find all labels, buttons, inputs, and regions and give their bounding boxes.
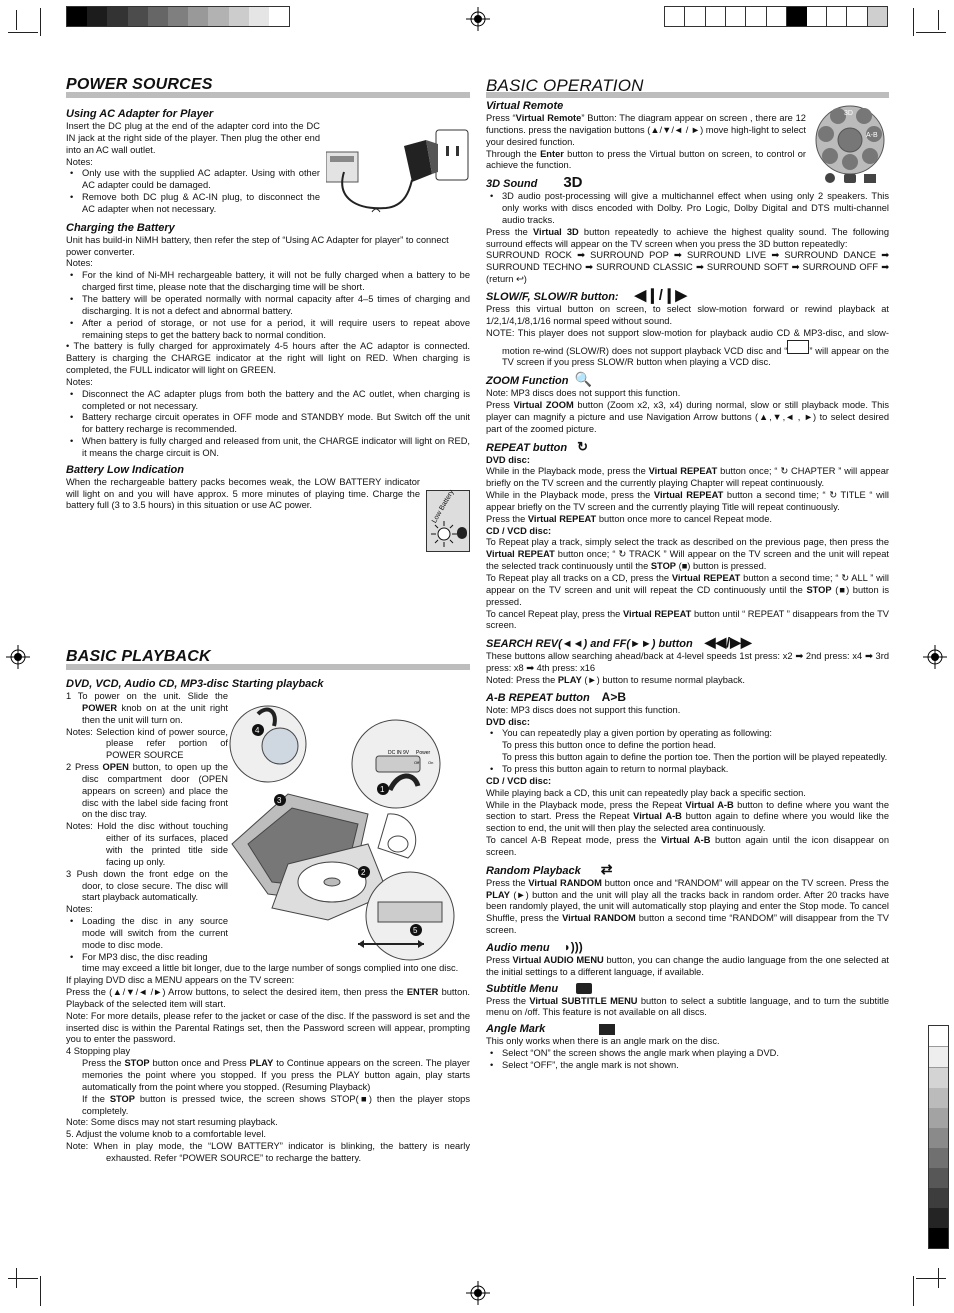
battery-low-text: When the rechargeable battery packs becomes weak, the LOW BATTERY indicator will light on and you will have approx. 5 more minutes of playing time. Charge the battery full (3 to 3.5 hours) in this situation or use AC power. — [66, 476, 420, 511]
password-note: Note: For more details, please refer to the jacket or case of the disc. If the password is set and the inserted disc is within the Parental Ratings set, then the Password screen will appear, prompting you to enter the password. — [66, 1010, 470, 1045]
repeat-cd-3: To cancel Repeat play, press the Virtual REPEAT button until “ REPEAT ” disappears from the TV screen. — [486, 608, 890, 631]
audio-menu-heading: Audio menu ◗))) — [486, 939, 583, 954]
subtitle-heading: Subtitle Menu — [486, 983, 889, 996]
step-3-note-cont: time may exceed a little bit longer, due to the large number of songs complied into one disc. — [82, 963, 459, 974]
subtitle-icon — [576, 983, 592, 994]
zoom-icon: 🔍 — [574, 371, 592, 388]
angle-text: This only works when there is an angle mark on the disc. — [486, 1036, 720, 1047]
list-item: • To press this button again to return to normal playback. — [502, 764, 889, 776]
step-4-text: 4 Stopping play — [66, 1046, 131, 1057]
battery-low-heading: Battery Low Indication — [66, 463, 184, 476]
repeat-dvd-3: Press the Virtual REPEAT button once more to cancel Repeat mode. — [486, 513, 772, 524]
notes-label: Notes: — [66, 376, 93, 387]
slow-note: NOTE: This player does not support slow-motion for playback audio CD & MP3-disc, and slow-motion re-wind (SLOW/R) does not support playback VCD disc and “ ” will appear on the TV screen if you press SLOW/R button when playing a VCD disc. — [486, 327, 889, 368]
charging-text: Unit has build-in NiMH battery, then refer the step of “Using AC Adapter for player” to connect power converter. — [66, 234, 449, 257]
low-battery-label: Low Battery — [431, 488, 456, 525]
virtual-remote-heading: Virtual Remote — [486, 100, 564, 112]
3d-sound-heading: 3D Sound 3D — [486, 174, 583, 192]
ab-cd-2: While in the Playback mode, press the Repeat Virtual A-B button to define where you want the section to start. Press the Repeat Virtual A-B button again to define where you would like the section to end, the unit will then play the selected area continuously. — [486, 799, 889, 834]
notes-label: Notes: — [66, 904, 93, 915]
dvd-disc-label: DVD disc: — [486, 716, 530, 727]
repeat-cd-2: To Repeat play all tracks on a CD, press the Virtual REPEAT button a second time; “ ↻ ALL ” will appear on the TV screen and unit will repeat the CD continuously until the STOP (■) button is pressed. — [486, 573, 890, 607]
ab-cd-3: To cancel A-B Repeat mode, press the Virtual A-B button again until the icon disappear on screen. — [486, 835, 889, 857]
ac-adapter-text: Insert the DC plug at the end of the adapter cord into the DC IN jack at the right side of the player. Then plug the other end into an AC wall outlet. — [66, 121, 320, 155]
step-5-text: 5. Adjust the volume knob to a comfortable level. — [66, 1129, 266, 1140]
repeat-icon: ↻ — [577, 438, 588, 454]
notes-label: Notes: — [66, 156, 93, 167]
gray-scale-strip-left — [66, 6, 290, 27]
list-item: • For MP3 disc, the disc reading — [82, 952, 228, 964]
list-item: • When battery is fully charged and released from unit, the CHARGE indicator will light on RED, it means the charge circuit is ON. — [82, 436, 470, 460]
step-number-1: 1 — [380, 785, 385, 794]
off-label: Off — [414, 760, 420, 765]
playback-illustration — [228, 694, 472, 972]
basic-playback-title: BASIC PLAYBACK — [66, 648, 211, 665]
step-number-3: 3 — [277, 796, 282, 805]
ac-adapter-illustration — [326, 128, 470, 220]
step-number-4: 4 — [255, 726, 260, 735]
power-label: Power — [416, 750, 431, 756]
charging-full-text: • The battery is fully charged for approximately 4-5 hours after the AC adaptor is connected. Battery is charging the CHARGE indicator at the right will light on RED. When charging is completed, the FULL indicator will light on GREEN. — [66, 341, 470, 376]
menu-instructions: Press the (▲/▼/◄ /►) Arrow buttons, to select the desired item, then press the ENTER button. Playback of the selected item will start. — [66, 987, 471, 1009]
3d-sound-text: Press the Virtual 3D button repeatedly to achieve the highest quality sound. The following surround effects will appear on the TV screen when you press the 3D button repeatedly: — [486, 226, 890, 249]
random-icon: ⇄ — [600, 860, 613, 877]
ab-repeat-heading: A-B REPEAT button A>B — [486, 689, 627, 704]
virtual-remote-text: Press “Virtual Remote” Button: The diagram appear on screen , there are 12 functions. press the navigation buttons (▲/▼/◄ / ►) move high-light to select your desired function. — [486, 113, 806, 147]
3d-sound-bullet — [486, 191, 889, 227]
ab-head-text: To press this button once to define the portion head. — [502, 740, 716, 751]
gray-scale-strip-vertical — [928, 1025, 949, 1249]
list-item: • You can repeatedly play a given portion by operating as following: — [502, 728, 889, 740]
ac-adapter-notes — [66, 168, 320, 215]
list-item: • After a period of storage, or not use for a period, it will require users to repeat above remaining steps to get the battery back to normal condition. — [82, 318, 470, 342]
zoom-note: Note: MP3 discs does not support this function. — [486, 388, 681, 399]
surround-sequence: SURROUND ROCK ➡ SURROUND POP ➡ SURROUND LIVE ➡ SURROUND DANCE ➡ SURROUND TECHNO ➡ SURROUND CLASSIC ➡ SURROUND SOFT ➡ SURROUND OFF ➡ (return ↩) — [486, 250, 889, 285]
remote-3d-label: 3D — [844, 110, 853, 117]
list-item: • The battery will be operated normally with normal capacity after 4–5 times of charging and discharging. It is not a defect and abnormal battery. — [82, 294, 470, 318]
ab-toe-text: To press this button again to define the portion toe. Then the portion will be played repeatedly. — [502, 752, 888, 763]
register-strip-right — [664, 6, 888, 27]
dvd-start-heading: DVD, VCD, Audio CD, MP3-disc Starting playback — [66, 678, 324, 690]
ac-adapter-heading: Using AC Adapter for Player — [66, 108, 214, 120]
repeat-dvd-2: While in the Playback mode, press the Virtual REPEAT button a second time; “ ↻ TITLE “ will appear briefly on the TV screen and the currently playing Title will repeat continuously. — [486, 490, 889, 512]
ab-icon: A>B — [601, 689, 627, 704]
virtual-remote-enter: Through the Enter button to press the Virtual button on screen, to control or achieve the function. — [486, 148, 806, 171]
dvd-disc-label: DVD disc: — [486, 454, 530, 465]
registration-mark-left — [6, 645, 30, 669]
angle-list — [486, 1048, 889, 1072]
step-2-note: Notes: Hold the disc without touching either of its surfaces, placed with the printed title side facing up only. — [66, 821, 228, 867]
registration-mark-top — [466, 7, 490, 31]
low-battery-illustration — [426, 490, 470, 552]
zoom-text: Press Virtual ZOOM button (Zoom x2, x3, x4) during normal, slow or still playback mode. This player can magnify a picture and use Navigation Arrow buttons (▲,▼,◄ , ►) to select desired part of the zoomed picture. — [486, 400, 889, 434]
ab-dvd-list — [486, 728, 889, 740]
step-4-detail: Press the STOP button once and Press PLAY to Continue appears on the screen. The player memories the point where you stopped. If you press the PLAY button again, play starts automatically from the point where you stopped. (Resuming Playback) — [82, 1058, 471, 1092]
zoom-heading: ZOOM Function 🔍 — [486, 371, 592, 388]
list-item: • For the kind of Ni-MH rechargeable battery, it will not be fully charged when a battery to be charged first time, please note that the discharging time will be short. — [82, 270, 470, 294]
power-sources-title: POWER SOURCES — [66, 76, 213, 93]
dc-in-label: DC IN 9V — [388, 750, 410, 756]
camera-icon — [599, 1024, 615, 1035]
ab-dvd-list-2 — [486, 764, 889, 776]
step-4-stop: If the STOP button is pressed twice, the screen shows STOP(■) then the player stops completely. — [82, 1093, 470, 1116]
prohibited-icon — [787, 340, 809, 354]
step-4-note: Note: Some discs may not start resuming playback. — [66, 1117, 278, 1128]
search-note: Noted: Press the PLAY (►) button to resume normal playback. — [486, 674, 745, 685]
charging-heading: Charging the Battery — [66, 221, 175, 234]
audio-icon: ◗))) — [563, 939, 583, 954]
on-label: On — [428, 760, 434, 765]
slow-text: Press this virtual button on screen, to select slow-motion forward or rewind playback at 1/2,1/4,1/8,1/16 normal speed without sound. — [486, 303, 889, 326]
angle-heading: Angle Mark — [486, 1023, 889, 1036]
repeat-cd-1: To Repeat play a track, simply select the track as described on the previous page, then press the Virtual REPEAT button once; “ ↻ TRACK ” Will appear on the TV screen and the unit will repeat the selected track continuously until the STOP (■) button is pressed. — [486, 537, 889, 572]
step-number-5: 5 — [413, 926, 418, 935]
search-text: These buttons allow searching ahead/back at 4-level speeds 1st press: x2 ➡ 2nd press: x4 ➡ 3rd press: x8 ➡ 4th press: x16 — [486, 651, 889, 674]
repeat-heading: REPEAT button ↻ — [486, 438, 588, 454]
charging-notes — [66, 270, 470, 341]
ab-note: Note: MP3 discs does not support this function. — [486, 704, 681, 715]
basic-operation-section — [486, 96, 889, 1072]
list-item: • Select “OFF”, the angle mark is not shown. — [502, 1060, 889, 1072]
charging-notes-2 — [66, 389, 470, 460]
remote-ab-label: A-B — [866, 132, 878, 139]
step-3-notes — [66, 916, 228, 963]
registration-mark-right — [923, 645, 947, 669]
menu-intro: If playing DVD disc a MENU appears on the TV screen: — [66, 975, 295, 986]
list-item: • Select “ON” the screen shows the angle mark when playing a DVD. — [502, 1048, 889, 1060]
ab-cd-1: While playing back a CD, this unit can repeatedly play back a specific section. — [486, 787, 806, 798]
list-item: • Disconnect the AC adapter plugs from both the battery and the AC outlet, when charging is completed or not necessary. — [82, 389, 470, 413]
registration-mark-bottom — [466, 1281, 490, 1305]
cd-vcd-label: CD / VCD disc: — [486, 775, 552, 786]
step-2-text: 2 Press OPEN button, to open up the disc compartment door (OPEN appears on screen) and place the disc with the label side facing front on the disc tray. — [66, 762, 228, 820]
step-3-text: 3 Push down the front edge on the door, to close secure. The disc will start playback automatically. — [66, 868, 228, 903]
list-item: • Only use with the supplied AC adapter. Using with other AC adapter could be damaged. — [82, 168, 320, 192]
search-icon: ◀◀/▶▶ — [704, 634, 752, 651]
repeat-dvd-1: While in the Playback mode, press the Virtual REPEAT button once; “ ↻ CHAPTER ” will appear briefly on the TV screen and the currently playing Chapter will repeat continuously. — [486, 466, 889, 489]
list-item: • Battery recharge circuit operates in OFF mode and STANDBY mode. But Switch off the unit for battery recharge is recommended. — [82, 412, 470, 436]
slow-icon: ◀❙/❙▶ — [634, 286, 687, 304]
sun-icon — [431, 521, 457, 547]
list-item: • 3D audio post-processing will give a multichannel effect when using only 2 speakers. This only works with discs encoded with Dolby. Pro Logic, Dolby Digital and DTS multi-channel audio tracks. — [502, 191, 889, 227]
audio-menu-text: Press Virtual AUDIO MENU button, you can change the audio language from the one selected at the initial settings to a different language, if available. — [486, 954, 889, 977]
step-number-2: 2 — [361, 868, 366, 877]
step-1-note: Notes: Selection kind of power source, please refer portion of POWER SOURCE — [66, 726, 228, 761]
random-text: Press the Virtual RANDOM button once and “RANDOM” will appear on the TV screen. Press the PLAY (►) button and the unit will play all the tracks back in random order. After 20 tracks have been randomly played, the unit will automatically stop playing and enter the Stop mode. To cancel Shuffle, press the Virtual RANDOM button a second time “RANDOM” will disappear from the TV screen. — [486, 877, 890, 936]
notes-label: Notes: — [66, 258, 93, 269]
search-heading: SEARCH REV(◄◄) and FF(►►) button ◀◀/▶▶ — [486, 634, 752, 651]
random-heading: Random Playback ⇄ — [486, 860, 613, 877]
3d-icon: 3D — [563, 174, 583, 192]
subtitle-text: Press the Virtual SUBTITLE MENU button to select a subtitle language, and to turn the subtitle menu on /off. This feature is not available on all discs. — [486, 995, 889, 1018]
step-1-text: 1 To power on the unit. Slide the POWER knob on at the unit right then the unit will turn on. — [66, 691, 228, 725]
slow-heading: SLOW/F, SLOW/R button: ◀❙/❙▶ — [486, 286, 687, 304]
list-item: • Loading the disc in any source mode will switch from the current mode to disc mode. — [82, 916, 228, 952]
list-item: • Remove both DC plug & AC-IN plug, to disconnect the AC adapter when not necessary. — [82, 192, 320, 216]
cd-vcd-label: CD / VCD disc: — [486, 525, 552, 536]
basic-operation-title: BASIC OPERATION — [486, 76, 644, 95]
step-5-note: Note: When in play mode, the “LOW BATTERY” indicator is blinking, the battery is nearly exhausted. Refer “POWER SOURCE” to recharge the battery. — [66, 1141, 470, 1163]
